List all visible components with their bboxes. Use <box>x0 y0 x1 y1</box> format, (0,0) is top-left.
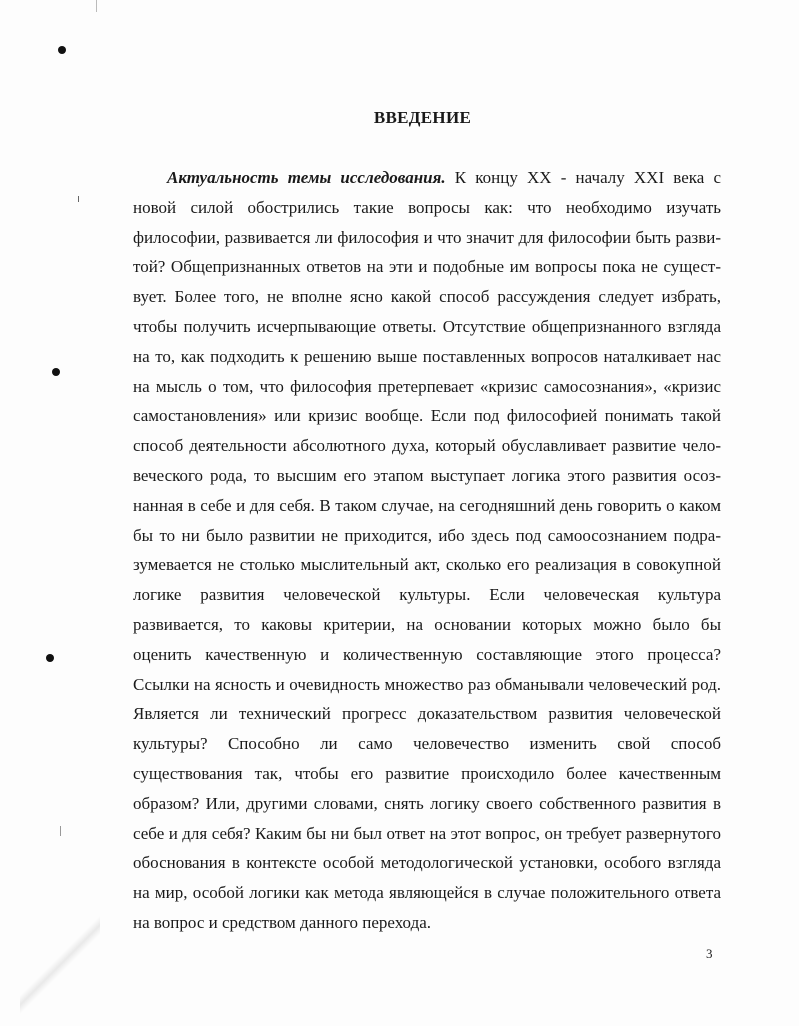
lead-phrase: Актуальность темы исследования. <box>167 168 446 187</box>
text-line: вует. Более того, не вполне ясно какой способ рассуждения следует избрать, <box>133 287 721 307</box>
text-line: веческого рода, то высшим его этапом выступает логика этого развития осоз- <box>133 465 721 485</box>
scan-artifact <box>96 0 97 12</box>
text-line: зумевается не столько мыслительный акт, сколько его реализация в совокупной <box>133 555 721 575</box>
text-line: на то, как подходить к решению выше поставленных вопросов наталкивает нас <box>133 346 721 366</box>
scan-artifact <box>60 826 61 836</box>
text-line: образом? Или, другими словами, снять логику своего собственного развития в <box>133 793 721 813</box>
text-line: себе и для себя? Каким бы ни был ответ на этот вопрос, он требует развернутого <box>133 823 721 843</box>
body-paragraph <box>133 163 721 938</box>
text-line: обоснования в контексте особой методологической установки, особого взгляда <box>133 853 721 873</box>
text-line: на мир, особой логики как метода являющейся в случае положительного ответа <box>133 883 721 903</box>
text-line: способ деятельности абсолютного духа, который обуславливает развитие чело- <box>133 436 721 456</box>
punch-hole-mark <box>46 654 54 662</box>
text-line: на вопрос и средством данного перехода. <box>133 912 432 932</box>
text-line: той? Общепризнанных ответов на эти и подобные им вопросы пока не сущест- <box>133 257 721 277</box>
text-line: нанная в себе и для себя. В таком случае, на сегодняшний день говорить о каком <box>133 495 721 515</box>
text-line: существования так, чтобы его развитие происходило более качественным <box>133 763 721 783</box>
text-line: самостановления» или кризис вообще. Если под философией понимать такой <box>133 406 721 426</box>
text-line: Является ли технический прогресс доказательством развития человеческой <box>133 704 721 724</box>
section-title: ВВЕДЕНИЕ <box>373 108 472 127</box>
text-line: оценить качественную и количественную составляющие этого процесса? <box>133 644 721 664</box>
punch-hole-mark <box>52 368 60 376</box>
text-line: новой силой обострились такие вопросы как: что необходимо изучать <box>133 197 721 217</box>
scan-artifact <box>78 196 79 202</box>
text-line: Ссылки на ясность и очевидность множество раз обманывали человеческий род. <box>133 674 721 694</box>
text-line: бы то ни было развитии не приходится, ибо здесь под самоосознанием подра- <box>133 525 721 545</box>
text-line: культуры? Способно ли само человечество изменить свой способ <box>133 734 721 754</box>
text-line: чтобы получить исчерпывающие ответы. Отсутствие общепризнанного взгляда <box>133 316 721 336</box>
text-line: логике развития человеческой культуры. Если человеческая культура <box>133 585 721 605</box>
punch-hole-mark <box>58 46 66 54</box>
text-line: Актуальность темы исследования. К концу XX - началу XXI века с <box>167 168 721 187</box>
text-line: философии, развивается ли философия и что значит для философии быть разви- <box>133 227 721 247</box>
text-line: на мысль о том, что философия претерпевает «кризис самосознания», «кризис <box>133 376 721 396</box>
page-number: 3 <box>706 946 713 961</box>
text-line: развивается, то каковы критерии, на основании которых можно было бы <box>133 614 721 634</box>
scan-artifact <box>20 910 100 1020</box>
